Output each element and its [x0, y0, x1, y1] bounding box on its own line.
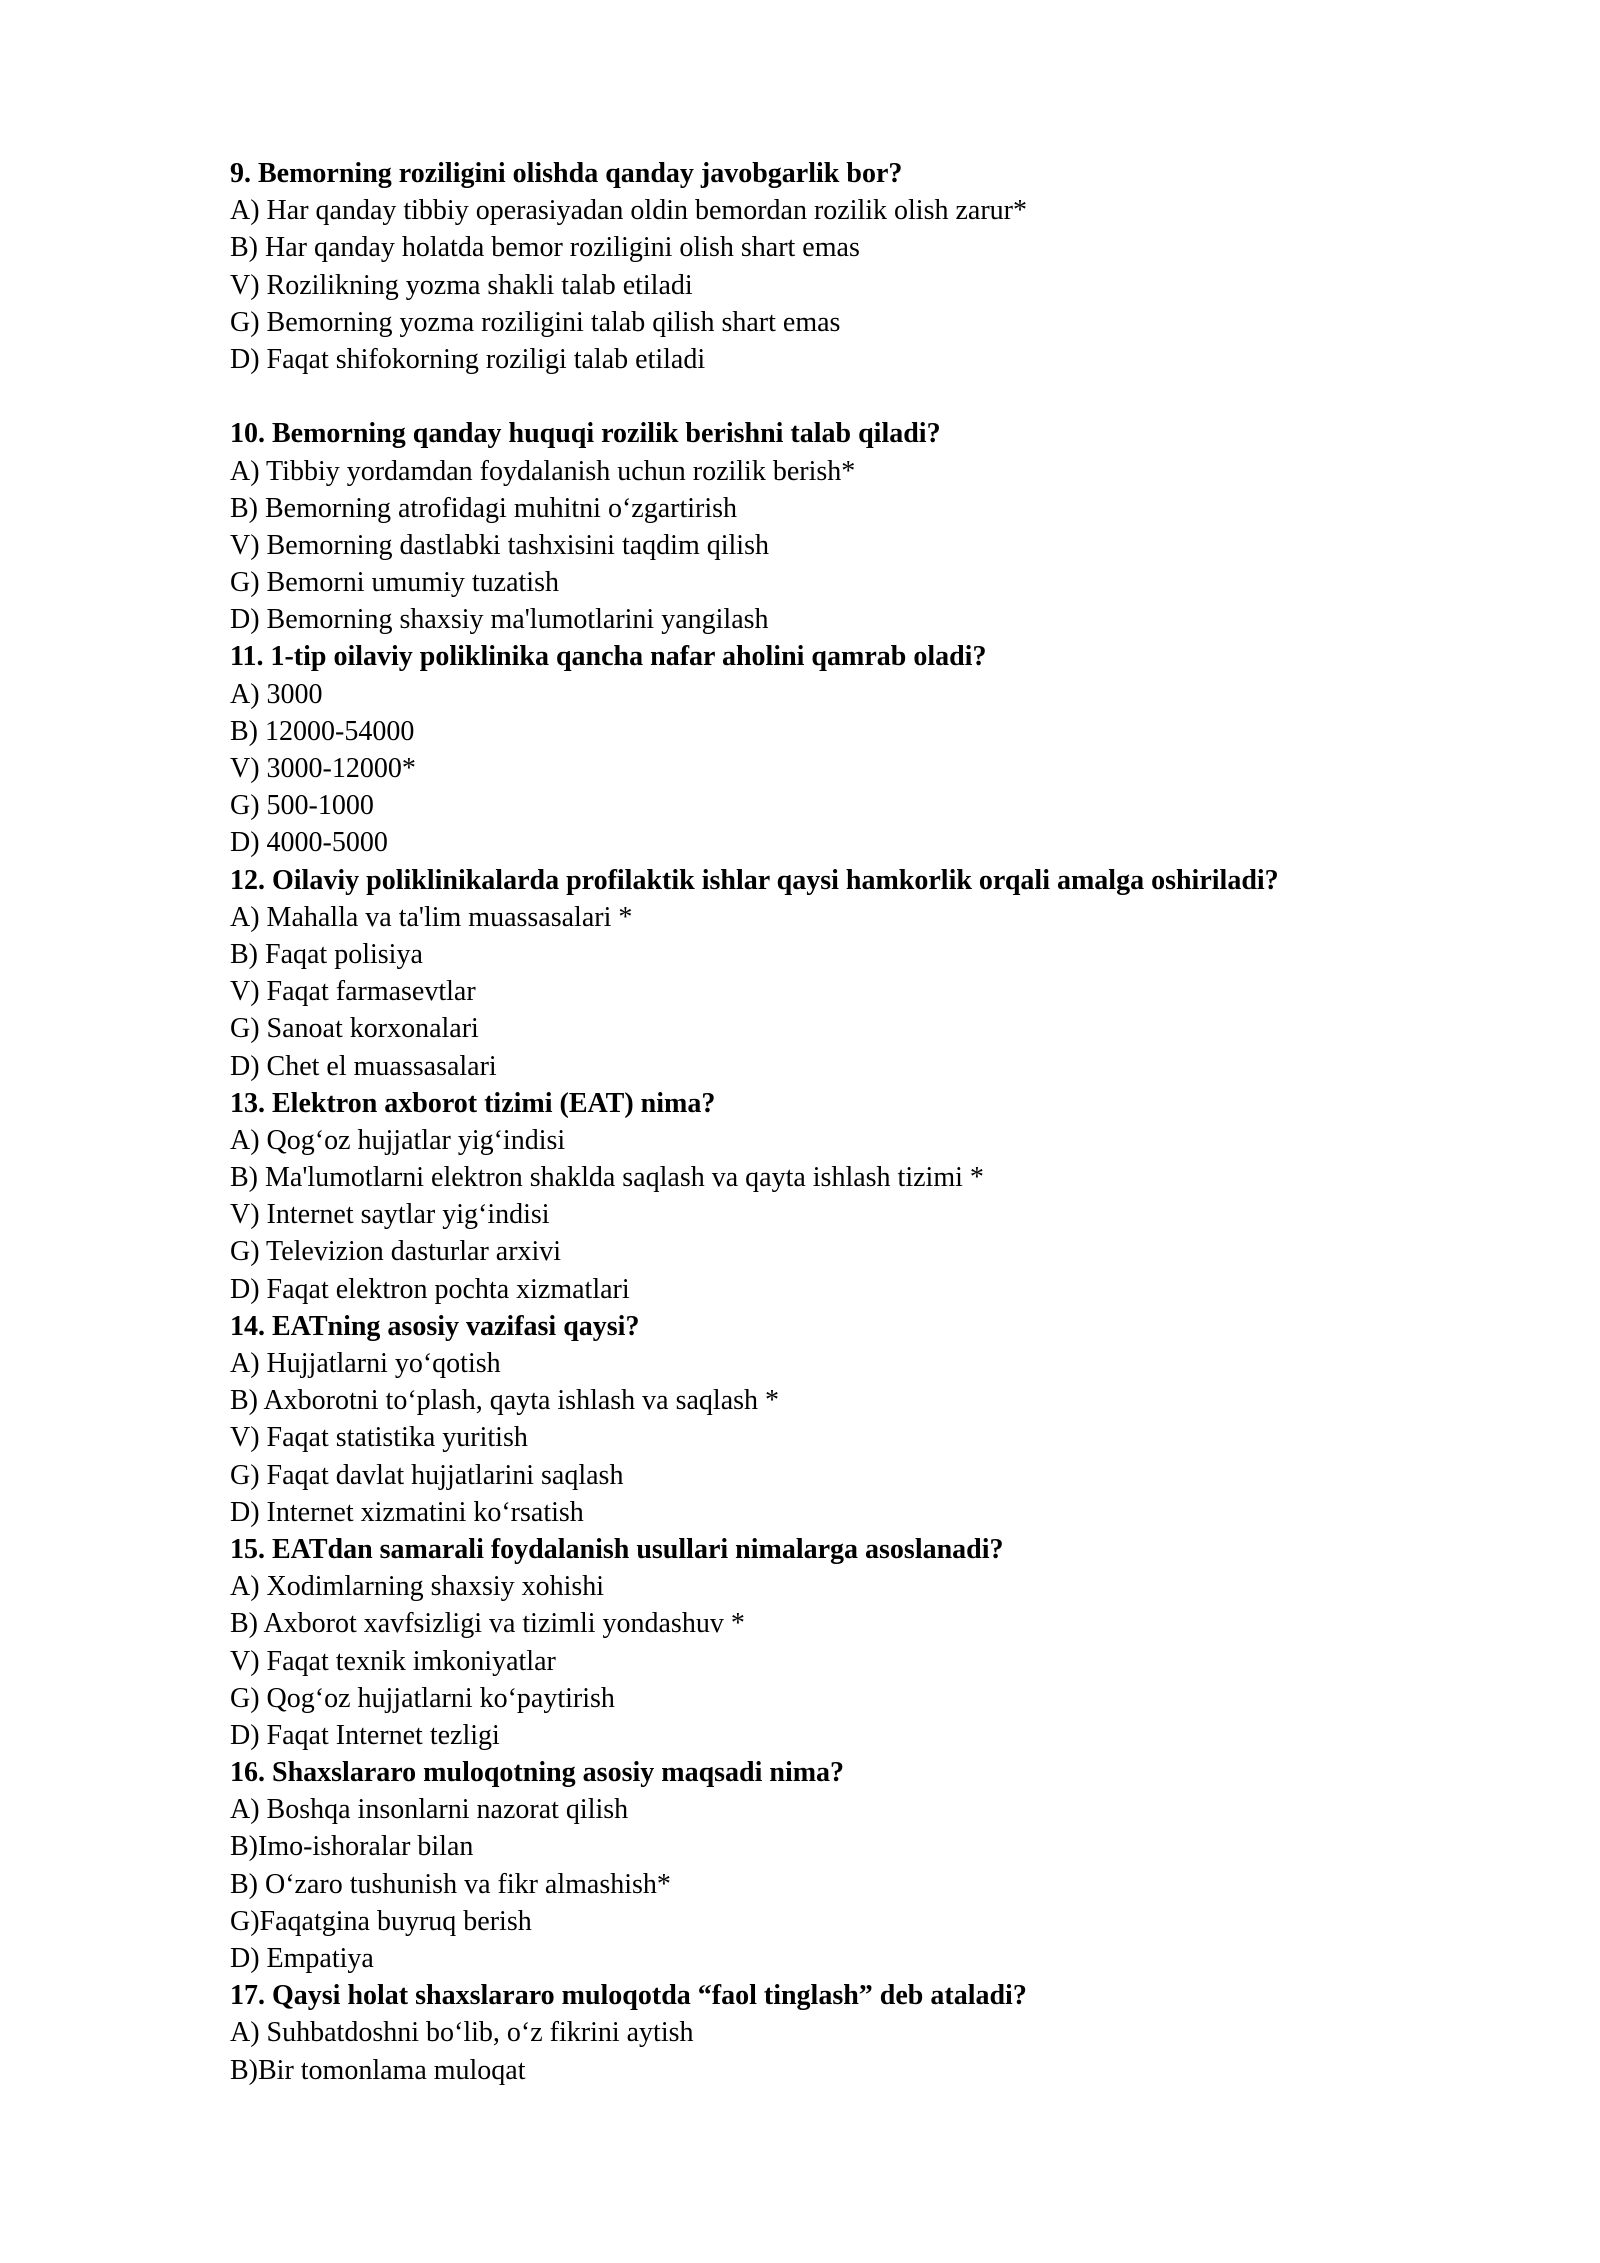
answer-option: B) Axborotni to‘plash, qayta ishlash va saqlash *	[230, 1385, 780, 1417]
answer-option: G) Qog‘oz hujjatlarni ko‘paytirish	[230, 1682, 615, 1714]
answer-option: B)Bir tomonlama muloqat	[230, 2054, 526, 2086]
answer-option: V) Faqat texnik imkoniyatlar	[230, 1645, 556, 1677]
question-title: 14. EATning asosiy vazifasi qaysi?	[230, 1310, 640, 1342]
answer-option: V) Rozilikning yozma shakli talab etiladi	[230, 269, 693, 301]
answer-option: D) Faqat elektron pochta xizmatlari	[230, 1273, 630, 1305]
answer-option: B) 12000-54000	[230, 715, 415, 747]
answer-option: A) Suhbatdoshni bo‘lib, o‘z fikrini aytish	[230, 2017, 694, 2049]
answer-option: D) Faqat shifokorning roziligi talab etiladi	[230, 343, 706, 375]
answer-option: G) Faqat davlat hujjatlarini saqlash	[230, 1459, 624, 1491]
answer-option: D) Internet xizmatini ko‘rsatish	[230, 1496, 584, 1528]
answer-option: V) Faqat statistika yuritish	[230, 1422, 528, 1454]
answer-option: V) Internet saytlar yig‘indisi	[230, 1199, 550, 1231]
answer-option: D) Chet el muassasalari	[230, 1050, 497, 1082]
answer-option: A) Hujjatlarni yo‘qotish	[230, 1348, 501, 1379]
question-title: 16. Shaxslararo muloqotning asosiy maqsadi nima?	[230, 1757, 845, 1789]
question-title: 9. Bemorning roziligini olishda qanday javobgarlik bor?	[230, 158, 903, 189]
answer-option: D) Faqat Internet tezligi	[230, 1719, 500, 1751]
answer-option: A) Mahalla va ta'lim muassasalari *	[230, 901, 633, 933]
question-title: 10. Bemorning qanday huquqi rozilik berishni talab qiladi?	[230, 418, 941, 450]
answer-option: D) Empatiya	[230, 1943, 374, 1974]
answer-option: A) Tibbiy yordamdan foydalanish uchun rozilik berish*	[230, 455, 856, 487]
answer-option: B) Faqat polisiya	[230, 938, 423, 970]
question-title: 12. Oilaviy poliklinikalarda profilaktik ishlar qaysi hamkorlik orqali amalga oshiriladi?	[230, 864, 1279, 896]
answer-option: A) Xodimlarning shaxsiy xohishi	[230, 1571, 605, 1603]
answer-option: G) Sanoat korxonalari	[230, 1013, 479, 1045]
question-block	[230, 1531, 1510, 1754]
answer-option: A) Boshqa insonlarni nazorat qilish	[230, 1794, 629, 1826]
answer-option: B) Axborot xavfsizligi va tizimli yondashuv *	[230, 1608, 745, 1640]
answer-option: A) 3000	[230, 678, 323, 710]
answer-option: V) Bemorning dastlabki tashxisini taqdim qilish	[230, 529, 769, 561]
answer-option: D) Bemorning shaxsiy ma'lumotlarini yangilash	[230, 604, 769, 636]
answer-option: G) 500-1000	[230, 790, 374, 822]
question-title: 15. EATdan samarali foydalanish usullari nimalarga asoslanadi?	[230, 1533, 1004, 1565]
question-block	[230, 1754, 1510, 1977]
answer-option: A) Har qanday tibbiy operasiyadan oldin bemordan rozilik olish zarur*	[230, 195, 1027, 227]
answer-option: D) 4000-5000	[230, 827, 388, 859]
answer-option: V) 3000-12000*	[230, 753, 416, 784]
question-block	[230, 1308, 1510, 1531]
question-block	[230, 1977, 1510, 2089]
question-block	[230, 155, 1510, 378]
question-title: 17. Qaysi holat shaxslararo muloqotda “faol tinglash” deb ataladi?	[230, 1980, 1027, 2012]
answer-option: G) Bemorni umumiy tuzatish	[230, 567, 559, 599]
answer-option: V) Faqat farmasevtlar	[230, 976, 476, 1008]
question-block	[230, 638, 1510, 861]
blank-line	[230, 378, 1510, 415]
answer-option: B) Bemorning atrofidagi muhitni o‘zgartirish	[230, 492, 738, 524]
question-title: 13. Elektron axborot tizimi (EAT) nima?	[230, 1087, 716, 1119]
question-block	[230, 1085, 1510, 1308]
answer-option: B) Ma'lumotlarni elektron shaklda saqlash va qayta ishlash tizimi *	[230, 1162, 984, 1194]
answer-option: B) O‘zaro tushunish va fikr almashish*	[230, 1868, 671, 1900]
answer-option: B) Har qanday holatda bemor roziligini olish shart emas	[230, 232, 860, 264]
question-title: 11. 1-tip oilaviy poliklinika qancha nafar aholini qamrab oladi?	[230, 641, 987, 673]
question-block	[230, 862, 1510, 1085]
answer-option: G) Bemorning yozma roziligini talab qilish shart emas	[230, 306, 841, 338]
answer-option: B)Imo-ishoralar bilan	[230, 1831, 474, 1863]
answer-option: G) Televizion dasturlar arxivi	[230, 1236, 562, 1268]
question-block	[230, 415, 1510, 638]
answer-option: A) Qog‘oz hujjatlar yig‘indisi	[230, 1124, 566, 1156]
question-list	[230, 155, 1510, 2089]
answer-option: G)Faqatgina buyruq berish	[230, 1905, 532, 1937]
